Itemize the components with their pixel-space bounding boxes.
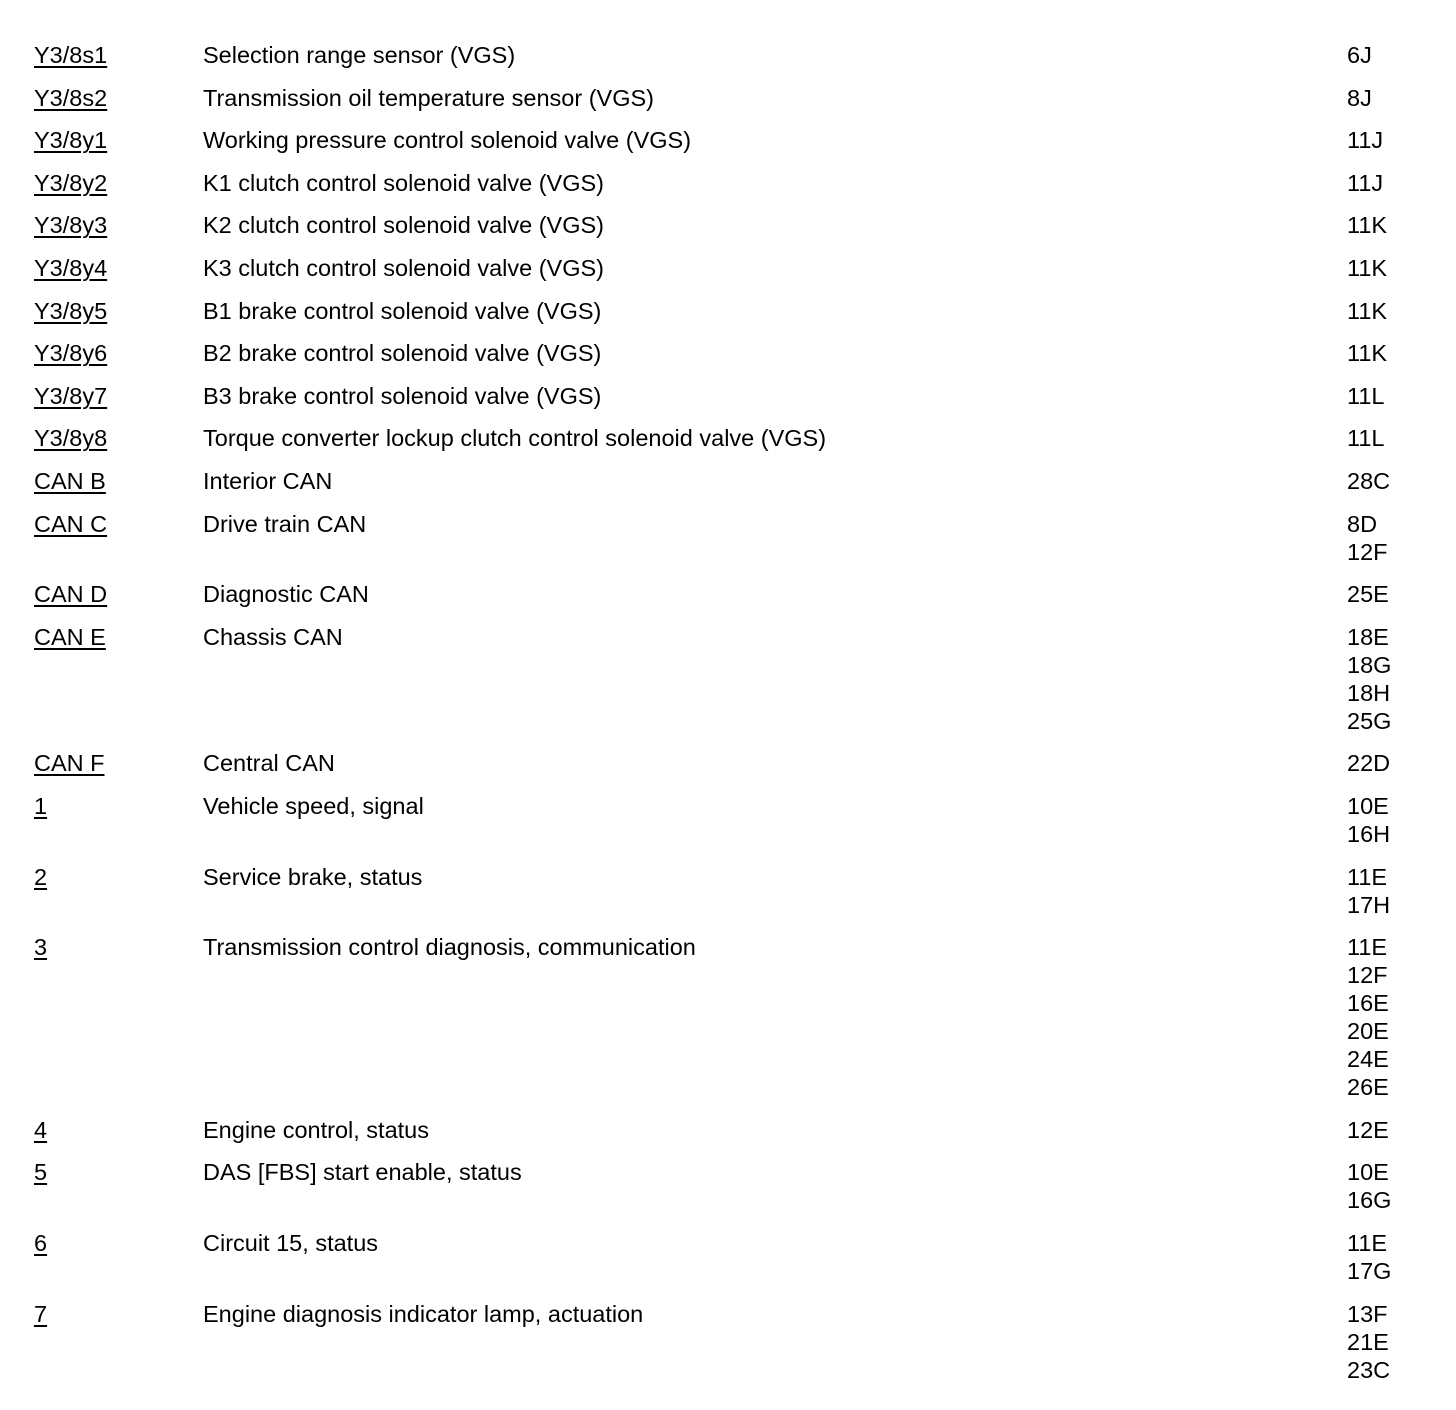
component-code-link[interactable]: CAN B (34, 468, 106, 494)
grid-reference: 23C (1347, 1356, 1391, 1383)
grid-reference-list (1347, 510, 1388, 566)
component-description: K3 clutch control solenoid valve (VGS) (203, 255, 604, 281)
component-code-link[interactable]: CAN D (34, 581, 108, 608)
grid-reference: 10E (1347, 1159, 1389, 1186)
grid-reference-list (1347, 580, 1389, 608)
component-code-link[interactable]: Y3/8s1 (34, 42, 108, 68)
component-description: B3 brake control solenoid valve (VGS) (203, 382, 602, 409)
component-code-link[interactable]: Y3/8y6 (34, 340, 108, 367)
grid-reference-list (1347, 382, 1384, 410)
grid-reference-list (1347, 792, 1390, 848)
component-description: Selection range sensor (VGS) (203, 42, 516, 68)
grid-reference: 18H (1347, 679, 1391, 706)
grid-reference-list (1347, 254, 1387, 282)
component-description: Interior CAN (203, 468, 333, 494)
grid-reference-list (1347, 749, 1390, 777)
component-code-link[interactable]: 7 (34, 1300, 48, 1327)
component-code-link[interactable]: Y3/8y8 (34, 425, 108, 452)
component-description: Central CAN (203, 750, 335, 777)
component-code-link[interactable]: Y3/8s2 (34, 84, 108, 111)
grid-reference: 11K (1347, 340, 1388, 367)
grid-reference-list (1347, 126, 1383, 154)
grid-reference: 8J (1347, 84, 1372, 111)
component-description: Engine diagnosis indicator lamp, actuation (203, 1300, 644, 1327)
component-description: K1 clutch control solenoid valve (VGS) (203, 169, 604, 196)
component-code-link[interactable]: 4 (34, 1116, 48, 1143)
grid-reference-list (1347, 623, 1391, 735)
component-description: Working pressure control solenoid valve (VGS) (203, 127, 692, 154)
grid-reference: 12F (1347, 962, 1388, 989)
grid-reference: 25G (1347, 707, 1392, 734)
grid-reference: 11L (1347, 382, 1385, 409)
component-code-link[interactable]: Y3/8y4 (34, 255, 108, 281)
component-code-link[interactable]: 2 (34, 863, 48, 890)
grid-reference: 11J (1347, 127, 1384, 154)
component-description: Diagnostic CAN (203, 581, 369, 608)
grid-reference-list (1347, 169, 1383, 197)
component-description: Transmission oil temperature sensor (VGS) (203, 84, 654, 111)
grid-reference: 6J (1347, 42, 1372, 68)
component-code-link[interactable]: 3 (34, 934, 48, 961)
grid-reference-list (1347, 1229, 1391, 1285)
grid-reference: 12E (1347, 1116, 1389, 1143)
grid-reference-list (1347, 1300, 1390, 1384)
grid-reference: 11E (1347, 863, 1388, 890)
grid-reference: 11E (1347, 1230, 1388, 1256)
component-code-link[interactable]: CAN C (34, 510, 108, 537)
grid-reference-list (1347, 297, 1387, 325)
grid-reference: 11E (1347, 934, 1388, 961)
grid-reference: 28C (1347, 468, 1391, 494)
component-description: Vehicle speed, signal (203, 793, 424, 819)
component-description: DAS [FBS] start enable, status (203, 1159, 522, 1186)
component-code-link[interactable]: Y3/8y5 (34, 297, 108, 324)
component-description: Circuit 15, status (203, 1230, 379, 1256)
grid-reference-list (1347, 933, 1389, 1101)
grid-reference: 8D (1347, 510, 1378, 537)
component-description: Service brake, status (203, 863, 423, 890)
grid-reference: 21E (1347, 1328, 1389, 1355)
grid-reference: 11K (1347, 212, 1388, 239)
component-description: K2 clutch control solenoid valve (VGS) (203, 212, 604, 239)
grid-reference: 20E (1347, 1018, 1389, 1045)
grid-reference: 11K (1347, 297, 1388, 324)
grid-reference: 11J (1347, 169, 1384, 196)
component-code-link[interactable]: Y3/8y3 (34, 212, 108, 239)
grid-reference: 17G (1347, 1258, 1392, 1284)
component-description: Drive train CAN (203, 510, 367, 537)
grid-reference-list (1347, 424, 1384, 452)
grid-reference: 17H (1347, 891, 1391, 918)
grid-reference-list (1347, 863, 1390, 919)
grid-reference: 18E (1347, 623, 1389, 650)
component-description: Engine control, status (203, 1116, 429, 1143)
grid-reference: 13F (1347, 1300, 1388, 1327)
grid-reference-list (1347, 1158, 1391, 1214)
grid-reference: 24E (1347, 1046, 1389, 1073)
grid-reference: 11K (1347, 255, 1388, 281)
component-code-link[interactable]: 6 (34, 1230, 48, 1256)
component-description: Torque converter lockup clutch control solenoid valve (VGS) (203, 425, 827, 452)
component-code-link[interactable]: 5 (34, 1159, 48, 1186)
component-description: Transmission control diagnosis, communication (203, 934, 696, 961)
component-description: B1 brake control solenoid valve (VGS) (203, 297, 602, 324)
grid-reference-list (1347, 211, 1387, 239)
component-description: Chassis CAN (203, 623, 343, 650)
component-code-link[interactable]: CAN F (34, 750, 105, 777)
grid-reference: 16H (1347, 821, 1391, 847)
grid-reference-list (1347, 1116, 1389, 1144)
grid-reference: 12F (1347, 538, 1388, 565)
component-code-link[interactable]: Y3/8y1 (34, 127, 108, 154)
component-code-link[interactable]: CAN E (34, 623, 106, 650)
grid-reference: 26E (1347, 1074, 1389, 1101)
grid-reference: 25E (1347, 581, 1389, 608)
grid-reference: 16E (1347, 990, 1389, 1017)
grid-reference-list (1347, 84, 1372, 112)
component-description: B2 brake control solenoid valve (VGS) (203, 340, 602, 367)
component-code-link[interactable]: Y3/8y2 (34, 169, 108, 196)
grid-reference: 11L (1347, 425, 1385, 452)
component-code-link[interactable]: 1 (34, 793, 48, 819)
grid-reference: 16G (1347, 1187, 1392, 1214)
component-code-link[interactable]: Y3/8y7 (34, 382, 108, 409)
grid-reference: 22D (1347, 750, 1391, 777)
grid-reference-list (1347, 41, 1372, 69)
grid-reference: 18G (1347, 651, 1392, 678)
grid-reference-list (1347, 467, 1390, 495)
grid-reference-list (1347, 339, 1387, 367)
grid-reference: 10E (1347, 793, 1389, 819)
